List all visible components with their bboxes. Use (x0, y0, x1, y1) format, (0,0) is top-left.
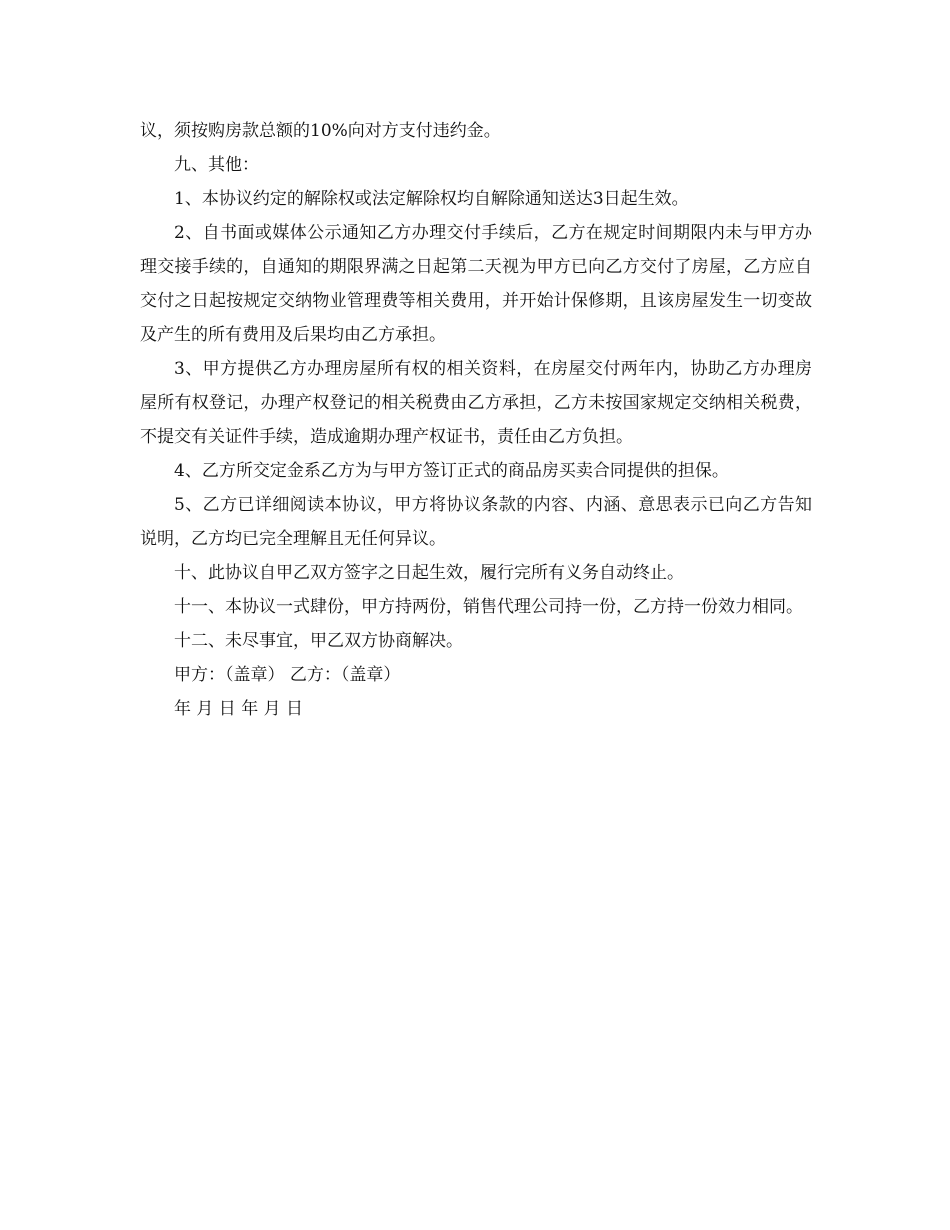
clause-3: 3、甲方提供乙方办理房屋所有权的相关资料，在房屋交付两年内，协助乙方办理房屋所有权登记，办理产权登记的相关税费由乙方承担，乙方未按国家规定交纳相关税费，不提交有关证件手续，造成逾期办理产权证书，责任由乙方负担。 (140, 359, 812, 447)
clause-1: 1、本协议约定的解除权或法定解除权均自解除通知送达3日起生效。 (174, 189, 689, 209)
document-body (140, 114, 812, 726)
clause-5: 5、乙方已详细阅读本协议，甲方将协议条款的内容、内涵、意思表示已向乙方告知说明，乙方均已完全理解且无任何异议。 (140, 495, 812, 549)
date-line: 年 月 日 年 月 日 (174, 699, 304, 719)
section-twelve: 十二、未尽事宜，甲乙双方协商解决。 (174, 631, 463, 651)
section-ten: 十、此协议自甲乙双方签字之日起生效，履行完所有义务自动终止。 (174, 563, 684, 583)
section-heading-other: 九、其他： (174, 155, 259, 175)
paragraph-penalty-continuation: 议，须按购房款总额的10%向对方支付违约金。 (140, 121, 501, 141)
section-eleven: 十一、本协议一式肆份，甲方持两份，销售代理公司持一份，乙方持一份效力相同。 (174, 597, 803, 617)
signature-line: 甲方：（盖章） 乙方：（盖章） (174, 665, 401, 685)
clause-4: 4、乙方所交定金系乙方为与甲方签订正式的商品房买卖合同提供的担保。 (174, 461, 729, 481)
clause-2: 2、自书面或媒体公示通知乙方办理交付手续后，乙方在规定时间期限内未与甲方办理交接手续的，自通知的期限界满之日起第二天视为甲方已向乙方交付了房屋，乙方应自交付之日起按规定交纳物业管理费等相关费用，并开始计保修期，且该房屋发生一切变故及产生的所有费用及后果均由乙方承担。 (140, 223, 812, 345)
